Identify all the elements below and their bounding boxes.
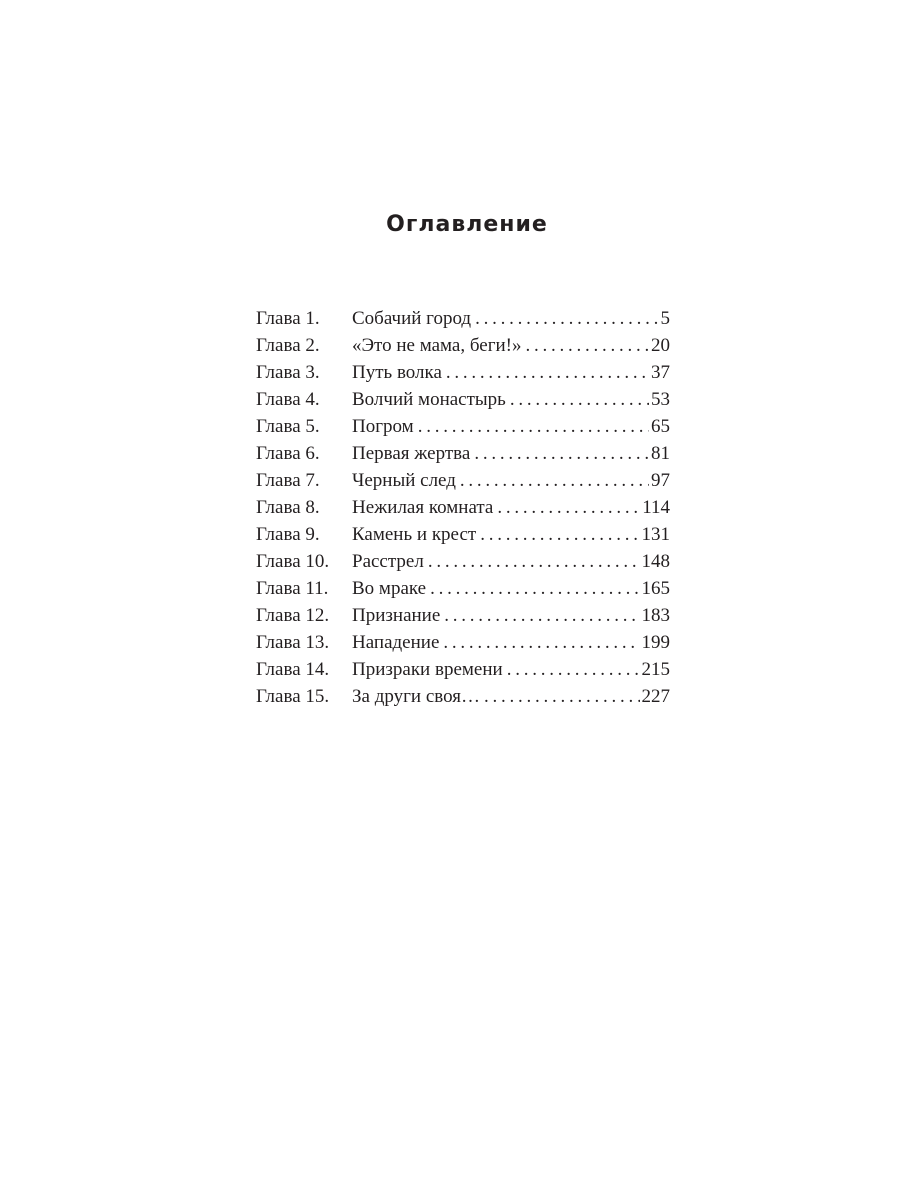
page-number: 53 bbox=[651, 389, 670, 410]
chapter-title: «Это не мама, беги!» bbox=[352, 335, 522, 356]
chapter-number: Глава 13. bbox=[256, 632, 330, 653]
dot-leader bbox=[444, 605, 639, 627]
toc-entry bbox=[256, 632, 670, 659]
chapter-title: Путь волка bbox=[352, 362, 442, 383]
chapter-title: Признание bbox=[352, 605, 441, 626]
toc-entry bbox=[256, 578, 670, 605]
chapter-title: Волчий монастырь bbox=[352, 389, 506, 410]
toc-entry bbox=[256, 470, 670, 497]
chapter-number: Глава 15. bbox=[256, 686, 330, 707]
chapter-title: Черный след bbox=[352, 470, 456, 491]
dot-leader bbox=[507, 659, 640, 681]
chapter-number: Глава 14. bbox=[256, 659, 330, 680]
chapter-title: Расстрел bbox=[352, 551, 424, 572]
chapter-title: Призраки времени bbox=[352, 659, 503, 680]
dot-leader bbox=[484, 686, 640, 708]
chapter-number: Глава 11. bbox=[256, 578, 329, 599]
chapter-title: За други своя… bbox=[352, 686, 480, 707]
page-number: 97 bbox=[651, 470, 670, 491]
toc-entry bbox=[256, 308, 670, 335]
dot-leader bbox=[460, 470, 649, 492]
dot-leader bbox=[475, 308, 658, 330]
dot-leader bbox=[446, 362, 649, 384]
dot-leader bbox=[497, 497, 640, 519]
dot-leader bbox=[474, 443, 649, 465]
dot-leader bbox=[526, 335, 650, 357]
chapter-title: Погром bbox=[352, 416, 414, 437]
chapter-title: Нежилая комната bbox=[352, 497, 494, 518]
dot-leader bbox=[428, 551, 640, 573]
page-number: 114 bbox=[642, 497, 670, 518]
page-number: 65 bbox=[651, 416, 670, 437]
toc-entry bbox=[256, 551, 670, 578]
dot-leader bbox=[480, 524, 639, 546]
dot-leader bbox=[418, 416, 649, 438]
table-of-contents bbox=[256, 308, 670, 713]
chapter-number: Глава 1. bbox=[256, 308, 320, 329]
chapter-number: Глава 4. bbox=[256, 389, 320, 410]
chapter-number: Глава 12. bbox=[256, 605, 330, 626]
page-number: 165 bbox=[641, 578, 670, 599]
page-number: 215 bbox=[641, 659, 670, 680]
chapter-number: Глава 3. bbox=[256, 362, 320, 383]
dot-leader bbox=[443, 632, 639, 654]
toc-entry bbox=[256, 686, 670, 713]
toc-entry bbox=[256, 605, 670, 632]
chapter-title: Нападение bbox=[352, 632, 440, 653]
dot-leader bbox=[430, 578, 639, 600]
page-number: 148 bbox=[641, 551, 670, 572]
toc-entry bbox=[256, 524, 670, 551]
chapter-number: Глава 7. bbox=[256, 470, 320, 491]
chapter-number: Глава 6. bbox=[256, 443, 320, 464]
page-number: 20 bbox=[651, 335, 670, 356]
page-title: Оглавление bbox=[386, 212, 548, 237]
page-number: 183 bbox=[641, 605, 670, 626]
toc-entry bbox=[256, 443, 670, 470]
page-number: 199 bbox=[641, 632, 670, 653]
toc-entry bbox=[256, 659, 670, 686]
page-number: 5 bbox=[660, 308, 670, 329]
page-number: 227 bbox=[641, 686, 670, 707]
page-number: 37 bbox=[651, 362, 670, 383]
page-number: 81 bbox=[651, 443, 670, 464]
toc-entry bbox=[256, 335, 670, 362]
chapter-title: Во мраке bbox=[352, 578, 427, 599]
chapter-number: Глава 10. bbox=[256, 551, 330, 572]
chapter-number: Глава 9. bbox=[256, 524, 320, 545]
toc-entry bbox=[256, 416, 670, 443]
dot-leader bbox=[510, 389, 649, 411]
chapter-title: Собачий город bbox=[352, 308, 472, 329]
chapter-number: Глава 2. bbox=[256, 335, 320, 356]
chapter-title: Первая жертва bbox=[352, 443, 471, 464]
chapter-title: Камень и крест bbox=[352, 524, 477, 545]
chapter-number: Глава 8. bbox=[256, 497, 320, 518]
page-number: 131 bbox=[641, 524, 670, 545]
toc-entry bbox=[256, 497, 670, 524]
chapter-number: Глава 5. bbox=[256, 416, 320, 437]
toc-entry bbox=[256, 362, 670, 389]
toc-entry bbox=[256, 389, 670, 416]
